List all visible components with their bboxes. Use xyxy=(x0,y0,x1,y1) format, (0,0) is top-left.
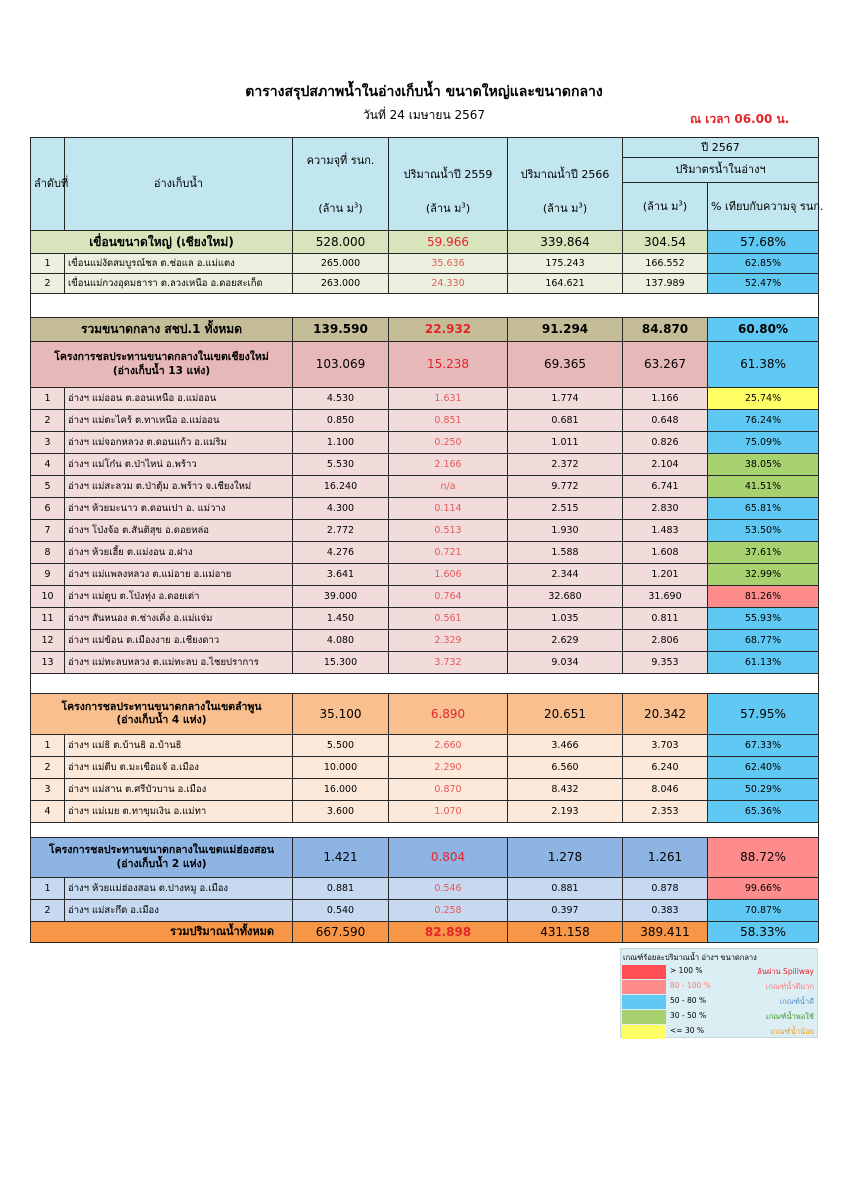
row-number: 1 xyxy=(31,388,65,410)
percent-capacity-value: 75.09% xyxy=(708,432,819,454)
section-name xyxy=(31,318,293,342)
table-row xyxy=(31,735,819,757)
capacity-value: 0.540 xyxy=(293,900,389,922)
legend-item xyxy=(622,980,816,994)
volume-2566-value: 2.515 xyxy=(508,498,623,520)
section-subtitle: (อ่างเก็บน้ำ 4 แห่ง) xyxy=(116,714,207,726)
percent-capacity-value: 62.40% xyxy=(708,757,819,779)
volume-2559-value: 0.851 xyxy=(389,410,508,432)
row-number: 2 xyxy=(31,900,65,922)
volume-2559-value: 0.258 xyxy=(389,900,508,922)
volume-2567-value: 31.690 xyxy=(623,586,708,608)
volume-2566-value: 339.864 xyxy=(508,231,623,254)
row-number: 4 xyxy=(31,454,65,476)
row-number: 6 xyxy=(31,498,65,520)
section-name xyxy=(31,694,293,735)
volume-2559-value: 59.966 xyxy=(389,231,508,254)
unit-superscript: 3 xyxy=(678,198,683,207)
legend-label: เกณฑ์น้ำดี xyxy=(779,997,814,1006)
unit-text: (ล้าน ม xyxy=(425,202,462,215)
reservoir-name: อ่างฯ สันหนอง ต.ช่างเคิ่ง อ.แม่แจ่ม xyxy=(65,608,293,630)
reservoir-name: อ่างฯ แม่สาน ต.ศรีบัวบาน อ.เมือง xyxy=(65,779,293,801)
row-number: 5 xyxy=(31,476,65,498)
header-capacity-label: ความจุที่ รนก. xyxy=(306,154,375,167)
header-volume-2566-unit xyxy=(508,202,622,216)
percent-capacity-value: 65.81% xyxy=(708,498,819,520)
percent-capacity-value: 37.61% xyxy=(708,542,819,564)
volume-2567-value: 84.870 xyxy=(623,318,708,342)
reservoir-name: อ่างฯ แม่ออน ต.ออนเหนือ อ.แม่ออน xyxy=(65,388,293,410)
reservoir-name: อ่างฯ ห้วยแม่ฮ่องสอน ต.ปางหมู อ.เมือง xyxy=(65,878,293,900)
volume-2566-value: 69.365 xyxy=(508,342,623,388)
percent-capacity-value: 41.51% xyxy=(708,476,819,498)
header-capacity-unit xyxy=(293,202,388,216)
volume-2566-value: 1.930 xyxy=(508,520,623,542)
reservoir-name: อ่างฯ โป่งจ้อ ต.สันติสุข อ.ดอยหล่อ xyxy=(65,520,293,542)
table-row xyxy=(31,652,819,674)
reservoir-name: อ่างฯ แม่จอกหลวง ต.ดอนแก้ว อ.แม่ริม xyxy=(65,432,293,454)
table-row xyxy=(31,900,819,922)
unit-close: ) xyxy=(682,199,688,213)
row-number: 1 xyxy=(31,735,65,757)
unit-superscript: 3 xyxy=(578,201,583,210)
capacity-value: 667.590 xyxy=(293,922,389,943)
table-row xyxy=(31,454,819,476)
legend-label: เกณฑ์น้ำดีมาก xyxy=(765,982,814,991)
row-number: 7 xyxy=(31,520,65,542)
volume-2566-value: 3.466 xyxy=(508,735,623,757)
table-row xyxy=(31,254,819,274)
unit-close: ) xyxy=(358,202,363,215)
legend-range: > 100 % xyxy=(670,966,703,975)
capacity-value: 3.600 xyxy=(293,801,389,823)
percent-capacity-value: 67.33% xyxy=(708,735,819,757)
volume-2559-value: 0.114 xyxy=(389,498,508,520)
volume-2566-value: 1.588 xyxy=(508,542,623,564)
capacity-value: 528.000 xyxy=(293,231,389,254)
legend-item xyxy=(622,965,816,979)
section-name xyxy=(31,922,293,943)
legend-swatch xyxy=(622,995,666,1009)
legend-item xyxy=(622,1010,816,1024)
section-subtitle: (อ่างเก็บน้ำ 13 แห่ง) xyxy=(112,364,211,377)
volume-2566-value: 1.774 xyxy=(508,388,623,410)
row-number: 3 xyxy=(31,432,65,454)
volume-2559-value: 0.721 xyxy=(389,542,508,564)
legend-item xyxy=(622,995,816,1009)
header-volume-2566 xyxy=(508,138,623,231)
legend-label: เกณฑ์น้ำพอใช้ xyxy=(766,1012,814,1021)
unit-close: ) xyxy=(582,202,588,215)
section-name xyxy=(31,231,293,254)
capacity-value: 139.590 xyxy=(293,318,389,342)
reservoir-name: อ่างฯ แม่ตูบ ต.โป่งทุ่ง อ.ดอยเต่า xyxy=(65,586,293,608)
volume-2567-value: 2.353 xyxy=(623,801,708,823)
blank-row xyxy=(31,674,819,694)
volume-2566-value: 8.432 xyxy=(508,779,623,801)
volume-2567-value: 0.811 xyxy=(623,608,708,630)
section-title: โครงการชลประทานขนาดกลางในเขตลำพูน xyxy=(61,700,262,713)
capacity-value: 1.100 xyxy=(293,432,389,454)
table-row xyxy=(31,630,819,652)
blank-row xyxy=(31,823,819,838)
reservoir-name: อ่างฯ ห้วยเฮี้ย ต.แม่งอน อ.ฝาง xyxy=(65,542,293,564)
legend-box xyxy=(620,948,818,1038)
reservoir-name: อ่างฯ แม่ตะไคร้ ต.ทาเหนือ อ.แม่ออน xyxy=(65,410,293,432)
capacity-value: 0.881 xyxy=(293,878,389,900)
capacity-value: 265.000 xyxy=(293,254,389,274)
table-row xyxy=(31,564,819,586)
row-number: 4 xyxy=(31,801,65,823)
volume-2567-value: 137.989 xyxy=(623,274,708,294)
volume-2566-value: 6.560 xyxy=(508,757,623,779)
capacity-value: 10.000 xyxy=(293,757,389,779)
percent-capacity-value: 50.29% xyxy=(708,779,819,801)
volume-2559-value: 6.890 xyxy=(389,694,508,735)
table-row xyxy=(31,608,819,630)
reservoir-name: อ่างฯ แม่ธิ ต.บ้านธิ อ.บ้านธิ xyxy=(65,735,293,757)
volume-2567-value: 0.878 xyxy=(623,878,708,900)
row-number: 12 xyxy=(31,630,65,652)
capacity-value: 16.240 xyxy=(293,476,389,498)
volume-2559-value: 0.561 xyxy=(389,608,508,630)
table-row xyxy=(31,388,819,410)
row-number: 2 xyxy=(31,410,65,432)
percent-capacity-value: 52.47% xyxy=(708,274,819,294)
volume-2559-value: 82.898 xyxy=(389,922,508,943)
reservoir-name: อ่างฯ แม่สะกึด อ.เมือง xyxy=(65,900,293,922)
section-title: รวมปริมาณน้ำทั้งหมด xyxy=(170,925,274,939)
legend-swatch xyxy=(622,965,666,979)
percent-capacity-value: 88.72% xyxy=(708,838,819,878)
medium-total-row xyxy=(31,318,819,342)
legend-swatch xyxy=(622,980,666,994)
volume-2566-value: 0.881 xyxy=(508,878,623,900)
percent-capacity-value: 60.80% xyxy=(708,318,819,342)
row-number: 3 xyxy=(31,779,65,801)
header-volume-2567-unit xyxy=(623,183,708,231)
table-row xyxy=(31,274,819,294)
blank-cell xyxy=(31,294,819,318)
row-number: 8 xyxy=(31,542,65,564)
reservoir-name: อ่างฯ แม่แพลงหลวง ต.แม่อาย อ.แม่อาย xyxy=(65,564,293,586)
header-percent: % เทียบกับความจุ รนก. xyxy=(708,183,819,231)
volume-2567-value: 0.383 xyxy=(623,900,708,922)
volume-2567-value: 166.552 xyxy=(623,254,708,274)
volume-2566-value: 1.011 xyxy=(508,432,623,454)
header-volume-2559-label: ปริมาณน้ำปี 2559 xyxy=(403,168,493,181)
table-row xyxy=(31,476,819,498)
section-title: เขื่อนขนาดใหญ่ (เชียงใหม่) xyxy=(89,234,234,249)
percent-capacity-value: 53.50% xyxy=(708,520,819,542)
volume-2567-value: 2.806 xyxy=(623,630,708,652)
capacity-value: 16.000 xyxy=(293,779,389,801)
capacity-value: 39.000 xyxy=(293,586,389,608)
volume-2559-value: 0.804 xyxy=(389,838,508,878)
volume-2559-value: 2.290 xyxy=(389,757,508,779)
header-volume-group: ปริมาตรน้ำในอ่างฯ xyxy=(623,158,819,183)
section-title: รวมขนาดกลาง สชป.1 ทั้งหมด xyxy=(81,322,242,336)
volume-2567-value: 6.240 xyxy=(623,757,708,779)
header-reservoir: อ่างเก็บน้ำ xyxy=(65,138,293,231)
blank-cell xyxy=(31,823,819,838)
volume-2567-value: 6.741 xyxy=(623,476,708,498)
table-row xyxy=(31,520,819,542)
reservoir-name: อ่างฯ แม่เมย ต.ทาขุมเงิน อ.แม่ทา xyxy=(65,801,293,823)
row-number: 1 xyxy=(31,254,65,274)
volume-2567-value: 0.648 xyxy=(623,410,708,432)
capacity-value: 1.421 xyxy=(293,838,389,878)
volume-2566-value: 164.621 xyxy=(508,274,623,294)
table-body xyxy=(31,231,819,943)
reservoir-name: อ่างฯ แม่ทะลบหลวง ต.แม่ทะลบ อ.ไชยปราการ xyxy=(65,652,293,674)
volume-2566-value: 0.397 xyxy=(508,900,623,922)
volume-2559-value: 1.631 xyxy=(389,388,508,410)
percent-capacity-value: 76.24% xyxy=(708,410,819,432)
capacity-value: 4.530 xyxy=(293,388,389,410)
large-dams-summary-row xyxy=(31,231,819,254)
report-time: ณ เวลา 06.00 น. xyxy=(690,112,790,126)
volume-2567-value: 63.267 xyxy=(623,342,708,388)
row-number: 13 xyxy=(31,652,65,674)
page-title: ตารางสรุปสภาพน้ำในอ่างเก็บน้ำ ขนาดใหญ่และขนาดกลาง xyxy=(245,84,603,100)
unit-close: ) xyxy=(465,202,471,215)
reservoir-name: อ่างฯ แม่ข้อน ต.เมืองงาย อ.เชียงดาว xyxy=(65,630,293,652)
volume-2566-value: 1.035 xyxy=(508,608,623,630)
table-row xyxy=(31,757,819,779)
volume-2567-value: 0.826 xyxy=(623,432,708,454)
table-row xyxy=(31,542,819,564)
volume-2566-value: 2.193 xyxy=(508,801,623,823)
chiangmai-summary-row xyxy=(31,342,819,388)
row-number: 1 xyxy=(31,878,65,900)
volume-2559-value: n/a xyxy=(389,476,508,498)
percent-capacity-value: 57.95% xyxy=(708,694,819,735)
section-name xyxy=(31,342,293,388)
table-row xyxy=(31,586,819,608)
header-number: ลำดับที่ xyxy=(31,138,65,231)
capacity-value: 1.450 xyxy=(293,608,389,630)
row-number: 2 xyxy=(31,274,65,294)
volume-2566-value: 0.681 xyxy=(508,410,623,432)
unit-text: (ล้าน ม xyxy=(642,199,679,213)
table-row xyxy=(31,498,819,520)
volume-2559-value: 0.546 xyxy=(389,878,508,900)
section-name xyxy=(31,838,293,878)
capacity-value: 4.080 xyxy=(293,630,389,652)
reservoir-name: อ่างฯ แม่ตีบ ต.มะเขือแจ้ อ.เมือง xyxy=(65,757,293,779)
volume-2567-value: 2.830 xyxy=(623,498,708,520)
row-number: 11 xyxy=(31,608,65,630)
capacity-value: 5.500 xyxy=(293,735,389,757)
percent-capacity-value: 70.87% xyxy=(708,900,819,922)
table-row xyxy=(31,410,819,432)
table-row xyxy=(31,779,819,801)
percent-capacity-value: 61.13% xyxy=(708,652,819,674)
header-volume-2566-label: ปริมาณน้ำปี 2566 xyxy=(520,168,610,181)
maehongson-summary-row xyxy=(31,838,819,878)
volume-2567-value: 8.046 xyxy=(623,779,708,801)
capacity-value: 263.000 xyxy=(293,274,389,294)
capacity-value: 2.772 xyxy=(293,520,389,542)
reservoir-name: อ่างฯ แม่สะลวม ต.ป่าตุ้ม อ.พร้าว จ.เชียงใหม่ xyxy=(65,476,293,498)
volume-2567-value: 20.342 xyxy=(623,694,708,735)
table-header xyxy=(31,138,824,231)
legend-range: 50 - 80 % xyxy=(670,996,707,1005)
legend-swatch xyxy=(622,1025,666,1039)
section-title: โครงการชลประทานขนาดกลางในเขตแม่ฮ่องสอน xyxy=(48,844,275,857)
legend-range: 80 - 100 % xyxy=(670,981,711,990)
volume-2559-value: 0.764 xyxy=(389,586,508,608)
section-title: โครงการชลประทานขนาดกลางในเขตเชียงใหม่ xyxy=(54,351,269,364)
volume-2567-value: 3.703 xyxy=(623,735,708,757)
volume-2559-value: 2.660 xyxy=(389,735,508,757)
volume-2559-value: 1.070 xyxy=(389,801,508,823)
reservoir-name: เขื่อนแม่กวงอุดมธารา ต.ลวงเหนือ อ.ดอยสะเก็ด xyxy=(65,274,293,294)
row-number: 10 xyxy=(31,586,65,608)
reservoir-name: เขื่อนแม่งัดสมบูรณ์ชล ต.ช่อแล อ.แม่แตง xyxy=(65,254,293,274)
capacity-value: 103.069 xyxy=(293,342,389,388)
volume-2567-value: 304.54 xyxy=(623,231,708,254)
table-row xyxy=(31,801,819,823)
unit-text: (ล้าน ม xyxy=(542,202,579,215)
grand-total-row xyxy=(31,922,819,943)
volume-2566-value: 32.680 xyxy=(508,586,623,608)
volume-2566-value: 2.372 xyxy=(508,454,623,476)
legend-swatch xyxy=(622,1010,666,1024)
capacity-value: 4.300 xyxy=(293,498,389,520)
volume-2566-value: 175.243 xyxy=(508,254,623,274)
volume-2559-value: 0.250 xyxy=(389,432,508,454)
percent-capacity-value: 57.68% xyxy=(708,231,819,254)
percent-capacity-value: 25.74% xyxy=(708,388,819,410)
volume-2566-value: 20.651 xyxy=(508,694,623,735)
reservoir-table xyxy=(30,137,824,943)
capacity-value: 0.850 xyxy=(293,410,389,432)
header-year-2567: ปี 2567 xyxy=(623,138,819,158)
unit-text: (ล้าน ม xyxy=(318,202,354,215)
header-capacity xyxy=(293,138,389,231)
legend-range: 30 - 50 % xyxy=(670,1011,707,1020)
header-volume-2559-unit xyxy=(389,202,507,216)
percent-capacity-value: 65.36% xyxy=(708,801,819,823)
percent-capacity-value: 99.66% xyxy=(708,878,819,900)
percent-capacity-value: 68.77% xyxy=(708,630,819,652)
volume-2567-value: 1.608 xyxy=(623,542,708,564)
unit-superscript: 3 xyxy=(353,201,359,210)
volume-2559-value: 15.238 xyxy=(389,342,508,388)
legend-item xyxy=(622,1025,816,1039)
volume-2559-value: 35.636 xyxy=(389,254,508,274)
reservoir-name: อ่างฯ แม่โก๋น ต.ป่าไหน่ อ.พร้าว xyxy=(65,454,293,476)
legend-label: ล้นผ่าน Spillway xyxy=(757,967,814,976)
volume-2566-value: 2.629 xyxy=(508,630,623,652)
table-row xyxy=(31,878,819,900)
volume-2559-value: 0.513 xyxy=(389,520,508,542)
capacity-value: 4.276 xyxy=(293,542,389,564)
volume-2559-value: 22.932 xyxy=(389,318,508,342)
volume-2566-value: 9.034 xyxy=(508,652,623,674)
volume-2566-value: 9.772 xyxy=(508,476,623,498)
capacity-value: 3.641 xyxy=(293,564,389,586)
volume-2559-value: 2.166 xyxy=(389,454,508,476)
capacity-value: 15.300 xyxy=(293,652,389,674)
volume-2566-value: 1.278 xyxy=(508,838,623,878)
volume-2566-value: 91.294 xyxy=(508,318,623,342)
volume-2566-value: 431.158 xyxy=(508,922,623,943)
percent-capacity-value: 38.05% xyxy=(708,454,819,476)
volume-2567-value: 389.411 xyxy=(623,922,708,943)
percent-capacity-value: 81.26% xyxy=(708,586,819,608)
percent-capacity-value: 58.33% xyxy=(708,922,819,943)
percent-capacity-value: 55.93% xyxy=(708,608,819,630)
lamphun-summary-row xyxy=(31,694,819,735)
volume-2567-value: 9.353 xyxy=(623,652,708,674)
blank-cell xyxy=(31,674,819,694)
volume-2567-value: 1.483 xyxy=(623,520,708,542)
percent-capacity-value: 61.38% xyxy=(708,342,819,388)
row-number: 9 xyxy=(31,564,65,586)
volume-2559-value: 3.732 xyxy=(389,652,508,674)
volume-2567-value: 1.261 xyxy=(623,838,708,878)
capacity-value: 5.530 xyxy=(293,454,389,476)
legend-range: <= 30 % xyxy=(670,1026,705,1035)
row-number: 2 xyxy=(31,757,65,779)
volume-2559-value: 2.329 xyxy=(389,630,508,652)
volume-2566-value: 2.344 xyxy=(508,564,623,586)
volume-2567-value: 1.166 xyxy=(623,388,708,410)
percent-capacity-value: 62.85% xyxy=(708,254,819,274)
percent-capacity-value: 32.99% xyxy=(708,564,819,586)
reservoir-name: อ่างฯ ห้วยมะนาว ต.ดอนเปา อ. แม่วาง xyxy=(65,498,293,520)
section-subtitle: (อ่างเก็บน้ำ 2 แห่ง) xyxy=(116,857,207,870)
volume-2567-value: 1.201 xyxy=(623,564,708,586)
volume-2559-value: 1.606 xyxy=(389,564,508,586)
legend-title: เกณฑ์ร้อยละปริมาณน้ำ อ่างฯ ขนาดกลาง xyxy=(623,953,757,962)
legend-label: เกณฑ์น้ำน้อย xyxy=(770,1027,814,1036)
table-row xyxy=(31,432,819,454)
volume-2559-value: 0.870 xyxy=(389,779,508,801)
unit-superscript: 3 xyxy=(461,201,466,210)
capacity-value: 35.100 xyxy=(293,694,389,735)
volume-2559-value: 24.330 xyxy=(389,274,508,294)
blank-row xyxy=(31,294,819,318)
header-volume-2559 xyxy=(389,138,508,231)
report-date: วันที่ 24 เมษายน 2567 xyxy=(363,108,485,122)
volume-2567-value: 2.104 xyxy=(623,454,708,476)
